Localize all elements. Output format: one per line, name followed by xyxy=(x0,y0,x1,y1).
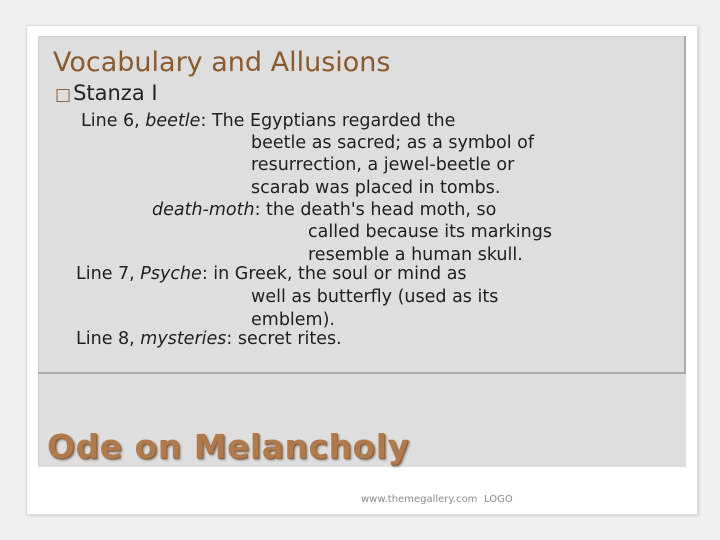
slide-title: Vocabulary and Allusions xyxy=(53,47,391,78)
vocab-text: resemble a human skull. xyxy=(308,245,523,265)
vocab-text: Line 6, xyxy=(81,111,146,131)
vocab-text: resurrection, a jewel-beetle or xyxy=(251,155,515,175)
vocab-text: : secret rites. xyxy=(226,329,342,349)
footer-url: www.themegallery.com xyxy=(361,494,478,505)
bullet-stanza xyxy=(55,81,158,105)
vocab-text: emblem). xyxy=(251,310,335,330)
vocab-text: Line 8, xyxy=(76,329,141,349)
bullet-label: Stanza I xyxy=(73,81,158,105)
vocab-text: Line 7, xyxy=(76,264,141,284)
vocab-line xyxy=(251,177,500,200)
vocab-term: Psyche xyxy=(140,264,202,284)
vocab-term: mysteries xyxy=(140,329,227,349)
vocab-text: well as butterfly (used as its xyxy=(251,287,499,307)
vocab-line xyxy=(251,154,514,177)
vocab-text: scarab was placed in tombs. xyxy=(251,178,501,198)
vocab-line xyxy=(251,132,534,155)
footer-logo: LOGO xyxy=(484,494,513,505)
vocab-term: beetle xyxy=(145,111,201,131)
vocab-line xyxy=(76,263,467,286)
vocab-line xyxy=(251,286,498,309)
vocab-text: called because its markings xyxy=(308,222,552,242)
vocab-text: beetle as sacred; as a symbol of xyxy=(251,133,535,153)
vocab-text: : in Greek, the soul or mind as xyxy=(201,264,467,284)
vocab-text: : the death's head moth, so xyxy=(254,200,497,220)
vocab-line xyxy=(81,110,455,133)
vocab-text: : The Egyptians regarded the xyxy=(200,111,456,131)
checkbox-bullet-icon: □ xyxy=(55,85,72,105)
vocab-term: death-moth xyxy=(152,200,255,220)
vocab-line xyxy=(76,328,342,351)
ode-title: Ode on Melancholy xyxy=(47,427,410,466)
vocab-line xyxy=(152,199,496,222)
vocab-line xyxy=(308,221,552,244)
